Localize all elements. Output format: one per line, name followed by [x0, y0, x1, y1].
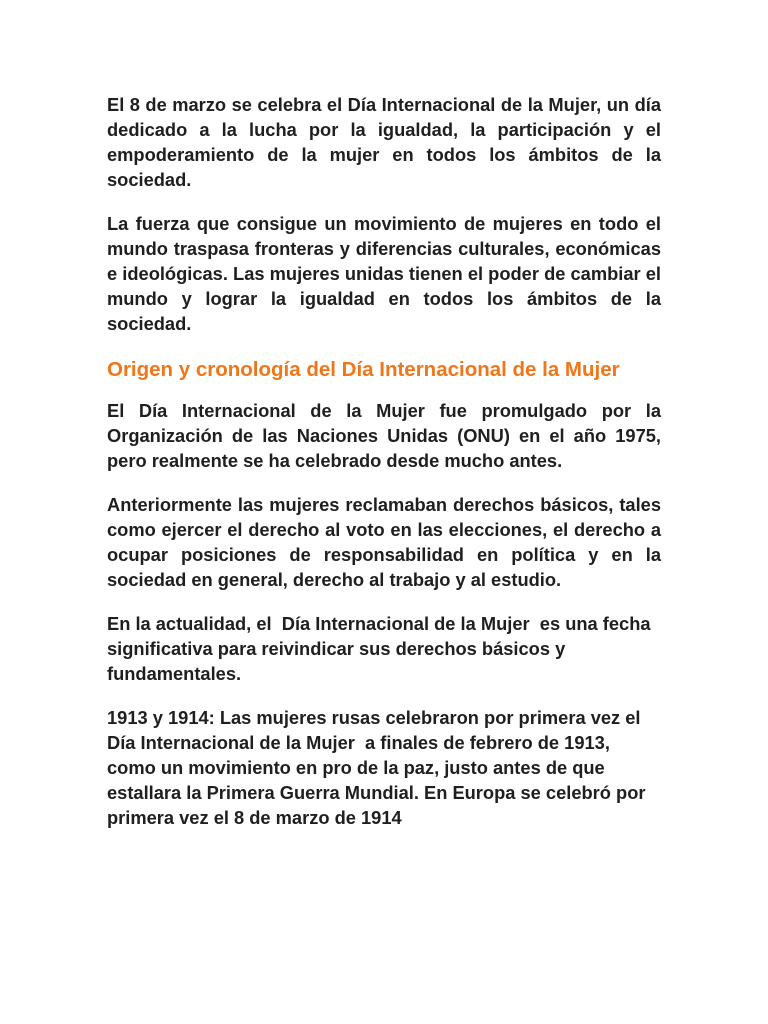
body-paragraph-3: En la actualidad, el Día Internacional de la Mujer es una fecha significativa para reivindicar sus derechos básicos y fundamentales. [107, 613, 656, 684]
intro-paragraph-1: El 8 de marzo se celebra el Día Internacional de la Mujer, un día dedicado a la lucha por la igualdad, la participación y el empoderamiento de la mujer en todos los ámbitos de la sociedad. [107, 94, 661, 190]
document-page [107, 92, 661, 849]
body-paragraph-4: 1913 y 1914: Las mujeres rusas celebraron por primera vez el Día Internacional de la Mujer a finales de febrero de 1913, como un movimiento en pro de la paz, justo antes de que estallara la Primera Guerra Mundial. En Europa se celebró por primera vez el 8 de marzo de 1914 [107, 707, 651, 828]
section-heading: Origen y cronología del Día Internacional de la Mujer [107, 358, 620, 381]
intro-paragraph-2: La fuerza que consigue un movimiento de mujeres en todo el mundo traspasa fronteras y diferencias culturales, económicas e ideológicas. Las mujeres unidas tienen el poder de cambiar el mundo y lograr la igualdad en todos los ámbitos de la sociedad. [107, 213, 661, 334]
body-paragraph-1: El Día Internacional de la Mujer fue promulgado por la Organización de las Naciones Unidas (ONU) en el año 1975, pero realmente se ha celebrado desde mucho antes. [107, 400, 661, 471]
body-paragraph-2: Anteriormente las mujeres reclamaban derechos básicos, tales como ejercer el derecho al voto en las elecciones, el derecho a ocupar posiciones de responsabilidad en política y en la sociedad en general, derecho al trabajo y al estudio. [107, 494, 661, 590]
